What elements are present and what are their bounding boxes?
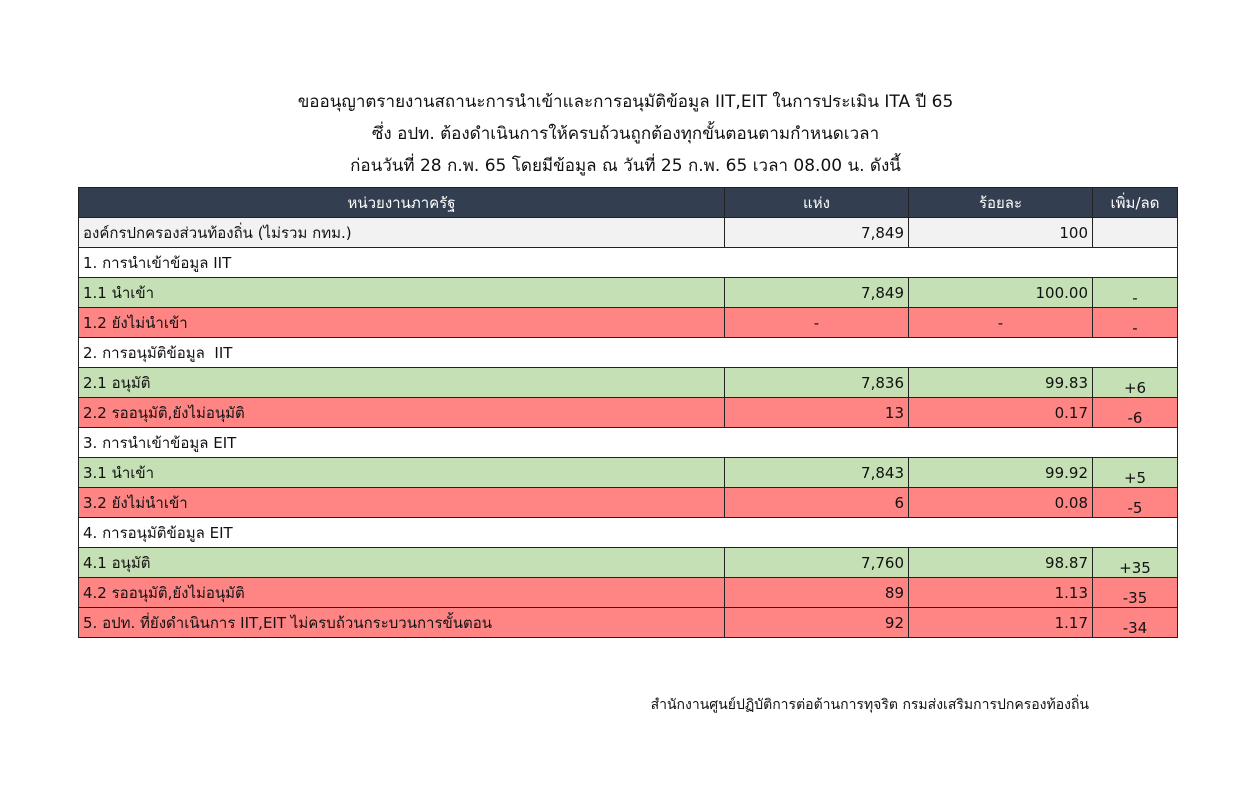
incomplete-label: 5. อปท. ที่ยังดำเนินการ IIT,EIT ไม่ครบถ้วนกระบวนการขั้นตอน [79,608,725,638]
header-percent: ร้อยละ [909,188,1093,218]
row-label: 4.1 อนุมัติ [79,548,725,578]
table-row [79,548,1178,578]
table-header-row [79,188,1178,218]
row-label: 1.1 นำเข้า [79,278,725,308]
row-label: 2.2 รออนุมัติ,ยังไม่อนุมัติ [79,398,725,428]
row-change: -5 [1093,488,1178,518]
row-percent: 99.83 [909,368,1093,398]
total-percent: 100 [909,218,1093,248]
row-label: 2.1 อนุมัติ [79,368,725,398]
section-title: 1. การนำเข้าข้อมูล IIT [79,248,1178,278]
row-label: 1.2 ยังไม่นำเข้า [79,308,725,338]
row-change: -35 [1093,578,1178,608]
header-change: เพิ่ม/ลด [1093,188,1178,218]
row-percent: 98.87 [909,548,1093,578]
table-row [79,398,1178,428]
table-row [79,368,1178,398]
section-row-3 [79,428,1178,458]
table-row [79,458,1178,488]
section-row-1 [79,248,1178,278]
section-title: 4. การอนุมัติข้อมูล EIT [79,518,1178,548]
total-count: 7,849 [725,218,909,248]
status-table [78,187,1178,638]
footer-agency: สำนักงานศูนย์ปฏิบัติการต่อต้านการทุจริต กรมส่งเสริมการปกครองท้องถิ่น [650,697,1089,713]
total-label: องค์กรปกครองส่วนท้องถิ่น (ไม่รวม กทม.) [79,218,725,248]
header-count: แห่ง [725,188,909,218]
table-row [79,278,1178,308]
row-count: - [725,308,909,338]
section-title: 2. การอนุมัติข้อมูล IIT [79,338,1178,368]
row-change: +5 [1093,458,1178,488]
total-change [1093,218,1178,248]
incomplete-count: 92 [725,608,909,638]
row-label: 3.2 ยังไม่นำเข้า [79,488,725,518]
section-row-4 [79,518,1178,548]
section-title: 3. การนำเข้าข้อมูล EIT [79,428,1178,458]
total-row [79,218,1178,248]
row-change: - [1093,278,1178,308]
row-label: 3.1 นำเข้า [79,458,725,488]
table-row [79,308,1178,338]
row-change: +35 [1093,548,1178,578]
row-percent: - [909,308,1093,338]
title-line-2: ซึ่ง อปท. ต้องดำเนินการให้ครบถ้วนถูกต้องทุกขั้นตอนตามกำหนดเวลา [371,124,880,144]
report-title [0,86,1251,182]
row-label: 4.2 รออนุมัติ,ยังไม่อนุมัติ [79,578,725,608]
incomplete-change: -34 [1093,608,1178,638]
row-count: 7,849 [725,278,909,308]
row-change: +6 [1093,368,1178,398]
header-agency: หน่วยงานภาครัฐ [79,188,725,218]
title-line-1: ขออนุญาตรายงานสถานะการนำเข้าและการอนุมัติข้อมูล IIT,EIT ในการประเมิน ITA ปี 65 [297,92,954,112]
row-percent: 0.08 [909,488,1093,518]
row-count: 7,836 [725,368,909,398]
table-row [79,578,1178,608]
row-count: 6 [725,488,909,518]
table-row [79,488,1178,518]
title-line-3: ก่อนวันที่ 28 ก.พ. 65 โดยมีข้อมูล ณ วันที่ 25 ก.พ. 65 เวลา 08.00 น. ดังนี้ [350,156,901,176]
section-row-2 [79,338,1178,368]
row-count: 13 [725,398,909,428]
row-percent: 100.00 [909,278,1093,308]
row-change: - [1093,308,1178,338]
row-percent: 1.13 [909,578,1093,608]
row-percent: 0.17 [909,398,1093,428]
row-count: 89 [725,578,909,608]
row-count: 7,843 [725,458,909,488]
row-change: -6 [1093,398,1178,428]
row-percent: 99.92 [909,458,1093,488]
incomplete-row [79,608,1178,638]
incomplete-percent: 1.17 [909,608,1093,638]
row-count: 7,760 [725,548,909,578]
